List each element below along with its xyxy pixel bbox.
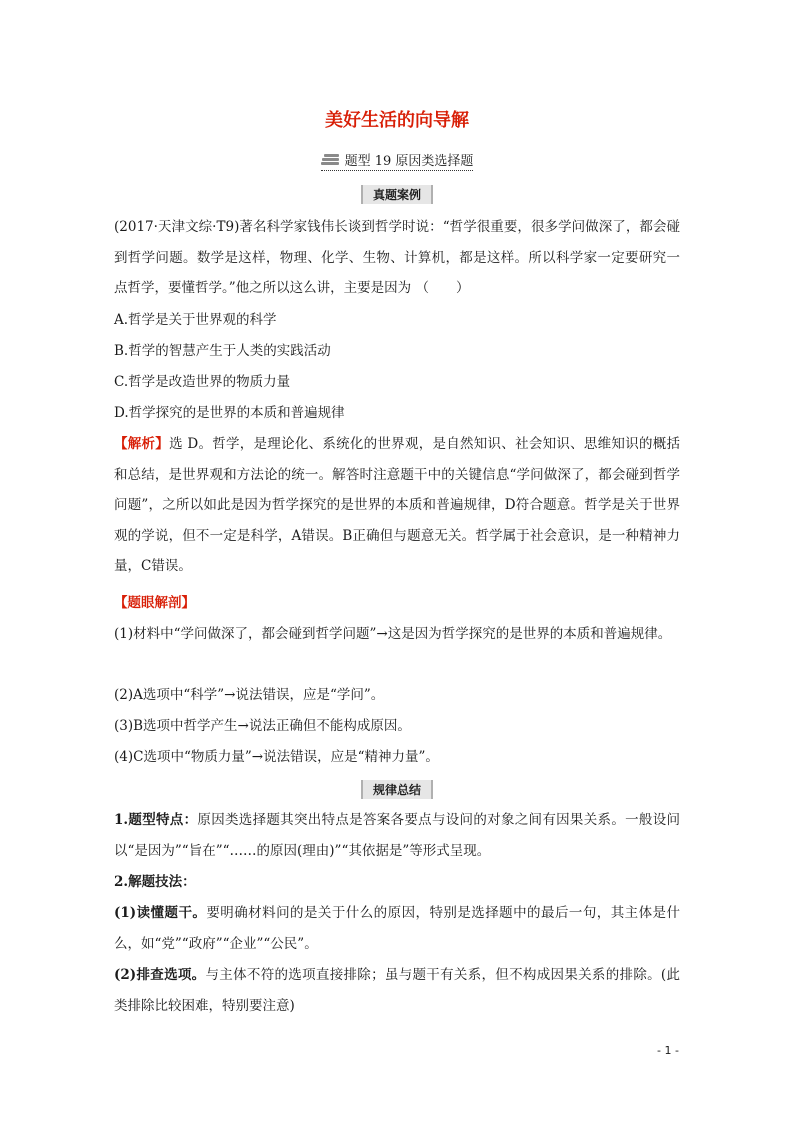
eye-item-4: (4)C选项中“物质力量”→说法错误，应是“精神力量”。	[114, 749, 439, 765]
option-d: D.哲学探究的是世界的本质和普遍规律	[114, 405, 345, 421]
question-type-label: 题型 19 原因类选择题	[344, 154, 474, 169]
summary-point-2-1	[114, 898, 680, 959]
summary-point-1	[114, 805, 680, 866]
option-c: C.哲学是改造世界的物质力量	[114, 374, 291, 390]
section-tag-summary: 规律总结	[0, 780, 794, 799]
question-stem: (2017·天津文综·T9)著名科学家钱伟长谈到哲学时说：“哲学很重要，很多学问做深了，都会碰到哲学问题。数学是这样，物理、化学、生物、计算机，都是这样。所以科学家一定要研究一点哲学，要懂哲学。”他之所以这么讲，主要是因为 （ ）	[114, 219, 680, 296]
summary-point-1-text: 原因类选择题其突出特点是答案各要点与设问的对象之间有因果关系。一般设问以“是因为”“旨在”“……的原因(理由)”“其依据是”等形式呈现。	[114, 812, 681, 859]
summary-point-2-2	[114, 960, 680, 1021]
summary-point-2	[114, 867, 680, 898]
section-tag-real-cases: 真题案例	[0, 185, 794, 204]
analysis-text: 选 D。哲学，是理论化、系统化的世界观，是自然知识、社会知识、思维知识的概括和总结，是世界观和方法论的统一。解答时注意题干中的关键信息“学问做深了，都会碰到哲学问题”，之所以如此是因为哲学探究的是世界的本质和普遍规律，D符合题意。哲学是关于世界观的学说，但不一定是科学，A错误。B正确但与题意无关。哲学属于社会意识，是一种精神力量，C错误。	[114, 436, 680, 574]
summary-point-2-1-label: (1)读懂题干。	[114, 905, 207, 921]
book-stack-icon	[321, 154, 339, 166]
summary-point-2-2-text: 与主体不符的选项直接排除；虽与题干有关系，但不构成因果关系的排除。(此类排除比较困难，特别要注意)	[114, 967, 680, 1014]
summary-point-2-label: 2.解题技法：	[114, 874, 196, 890]
question-type-heading	[0, 150, 794, 171]
eye-item-2: (2)A选项中“科学”→说法错误，应是“学问”。	[114, 687, 385, 703]
eye-analysis-label-line	[114, 588, 680, 619]
document-title: 美好生活的向导解	[325, 110, 469, 131]
summary-point-2-1-text: 要明确材料问的是关于什么的原因，特别是选择题中的最后一句，其主体是什么，如“党”“政府”“企业”“公民”。	[114, 905, 681, 952]
page-number: - 1 -	[657, 1044, 679, 1057]
option-b: B.哲学的智慧产生于人类的实践活动	[114, 343, 331, 359]
eye-item-1: (1)材料中“学问做深了，都会碰到哲学问题”→这是因为哲学探究的是世界的本质和普遍规律。	[114, 626, 672, 642]
analysis-paragraph	[114, 429, 680, 582]
analysis-label: 【解析】	[114, 436, 170, 452]
eye-item-3: (3)B选项中哲学产生→说法正确但不能构成原因。	[114, 718, 411, 734]
option-a: A.哲学是关于世界观的科学	[114, 312, 277, 328]
summary-point-2-2-label: (2)排查选项。	[114, 967, 206, 983]
summary-point-1-label: 1.题型特点：	[114, 812, 198, 828]
eye-analysis-label: 【题眼解剖】	[114, 595, 195, 611]
